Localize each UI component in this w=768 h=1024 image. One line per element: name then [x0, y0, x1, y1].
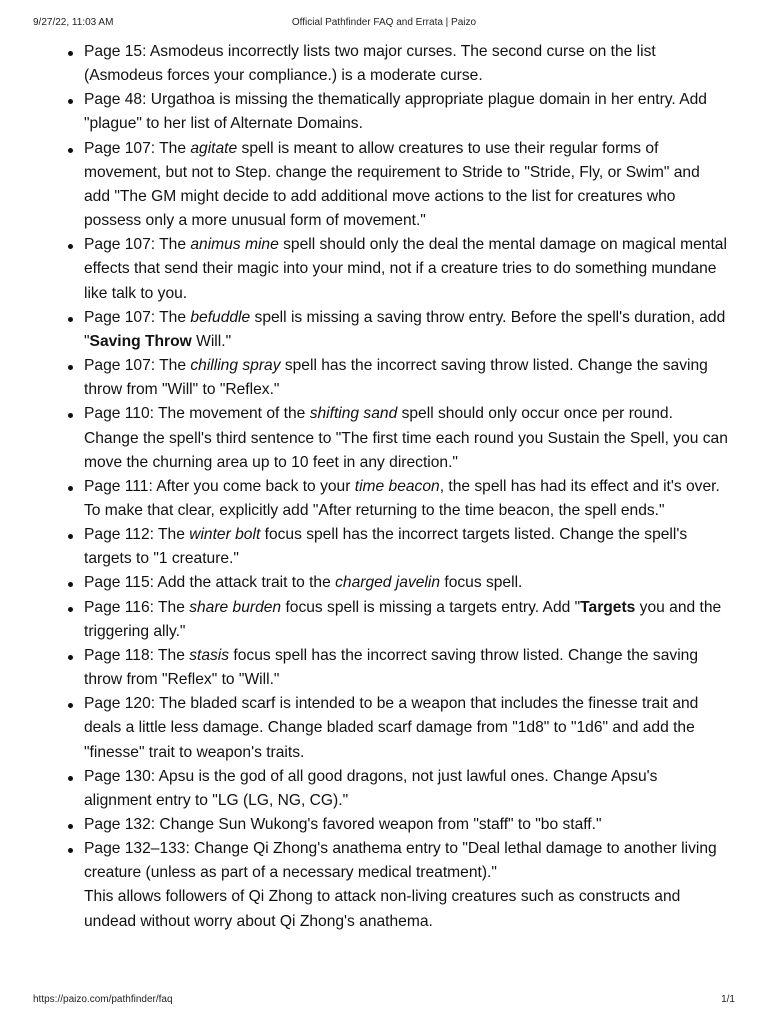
- errata-text: spell is missing a saving throw entry. Before the spell's duration, add ": [84, 308, 726, 350]
- errata-text: Page 15: Asmodeus incorrectly lists two major curses. The second curse on the list (Asmodeus forces your compliance.) is a moderate curse.: [84, 43, 656, 85]
- errata-text: Page 112: The: [84, 526, 190, 544]
- errata-text: Page 132–133: Change Qi Zhong's anathema entry to "Deal lethal damage to another living creature (unless as part of a necessary medical treatment).": [84, 840, 717, 882]
- errata-text: spell has the incorrect saving throw listed. Change the saving throw from "Will" to "Reflex.": [84, 357, 708, 399]
- spell-name: animus mine: [190, 236, 279, 254]
- errata-item: [84, 40, 729, 88]
- errata-item: [84, 402, 729, 474]
- spell-name: befuddle: [190, 308, 251, 326]
- errata-list: [84, 40, 729, 934]
- errata-item: [84, 475, 729, 523]
- spell-name: stasis: [189, 646, 230, 664]
- errata-item: [84, 596, 729, 644]
- errata-text: spell is meant to allow creatures to use their regular forms of movement, but not to Step. change the requirement to Stride to "Stride, Fly, or Swim" and add "The GM might decide to add additional move actions to the list for creatures who possess only a more unusual form of movement.": [84, 139, 700, 230]
- errata-text: spell should only occur once per round. Change the spell's third sentence to "The first time each round you Sustain the Spell, you can move the churning area up to 10 feet in any direction.": [84, 405, 728, 471]
- errata-item: [84, 523, 729, 571]
- errata-text: Page 132: Change Sun Wukong's favored weapon from "staff" to "bo staff.": [84, 816, 602, 833]
- faq-content: [84, 40, 729, 934]
- errata-text: Page 110: The movement of the: [84, 405, 310, 423]
- errata-item: [84, 354, 729, 402]
- entry-label: Saving Throw: [89, 332, 192, 350]
- errata-text: focus spell.: [440, 574, 523, 592]
- print-header: [33, 17, 735, 31]
- spell-name: charged javelin: [335, 574, 441, 592]
- errata-text: Page 111: After you come back to your: [84, 477, 355, 495]
- errata-text: Page 120: The bladed scarf is intended to be a weapon that includes the finesse trait and deals a little less damage. Change bladed scarf damage from "1d8" to "1d6" and add the "finesse" trait to weapon's traits.: [84, 695, 699, 761]
- errata-text: focus spell has the incorrect saving throw listed. Change the saving throw from "Reflex" to "Will.": [84, 646, 699, 689]
- errata-text: Will.": [191, 332, 232, 350]
- errata-item: [84, 644, 729, 692]
- errata-item: [84, 692, 729, 764]
- errata-item: [84, 233, 729, 305]
- spell-name: share burden: [189, 598, 282, 616]
- spell-name: winter bolt: [189, 526, 261, 544]
- errata-item: [84, 571, 729, 595]
- spell-name: chilling spray: [190, 357, 281, 375]
- errata-text: Page 107: The: [84, 139, 191, 157]
- errata-text: Page 107: The: [84, 236, 191, 254]
- errata-text: you and the triggering ally.": [84, 598, 722, 640]
- errata-text: spell should only the deal the mental damage on magical mental effects that send their magic into your mind, not if a creature tries to do something mundane like talk to you.: [84, 236, 727, 302]
- print-datetime: 9/27/22, 11:03 AM: [33, 17, 114, 28]
- errata-item: [84, 137, 729, 234]
- errata-item: [84, 837, 729, 934]
- entry-label: Targets: [580, 598, 636, 616]
- errata-text: Page 107: The: [84, 308, 191, 326]
- errata-text: focus spell has the incorrect targets listed. Change the spell's targets to "1 creature.": [84, 526, 688, 568]
- errata-text: Page 130: Apsu is the god of all good dragons, not just lawful ones. Change Apsu's alignment entry to "LG (LG, NG, CG).": [84, 767, 658, 809]
- print-page-count: 1/1: [721, 994, 735, 1005]
- errata-text: Page 107: The: [84, 357, 191, 375]
- errata-text: focus spell is missing a targets entry. Add ": [281, 598, 581, 616]
- spell-name: shifting sand: [309, 405, 398, 423]
- errata-text: This allows followers of Qi Zhong to attack non-living creatures such as constructs and undead without worry about Qi Zhong's anathema.: [84, 888, 681, 930]
- spell-name: time beacon: [354, 477, 440, 495]
- errata-item: [84, 88, 729, 136]
- errata-text: , the spell has had its effect and it's over. To make that clear, explicitly add "After returning to the time beacon, the spell ends.": [84, 477, 720, 519]
- spell-name: agitate: [190, 139, 238, 157]
- print-url: https://paizo.com/pathfinder/faq: [33, 994, 173, 1005]
- errata-text: Page 48: Urgathoa is missing the thematically appropriate plague domain in her entry. Add "plague" to her list of Alternate Domains.: [84, 91, 707, 133]
- errata-text: Page 115: Add the attack trait to the: [84, 574, 336, 592]
- errata-item: [84, 306, 729, 354]
- errata-text: Page 118: The: [84, 646, 190, 664]
- errata-item: [84, 765, 729, 813]
- print-footer: [33, 994, 735, 1008]
- errata-text: Page 116: The: [84, 598, 190, 616]
- errata-item: [84, 813, 729, 837]
- print-page-title: Official Pathfinder FAQ and Errata | Paizo: [291, 17, 477, 28]
